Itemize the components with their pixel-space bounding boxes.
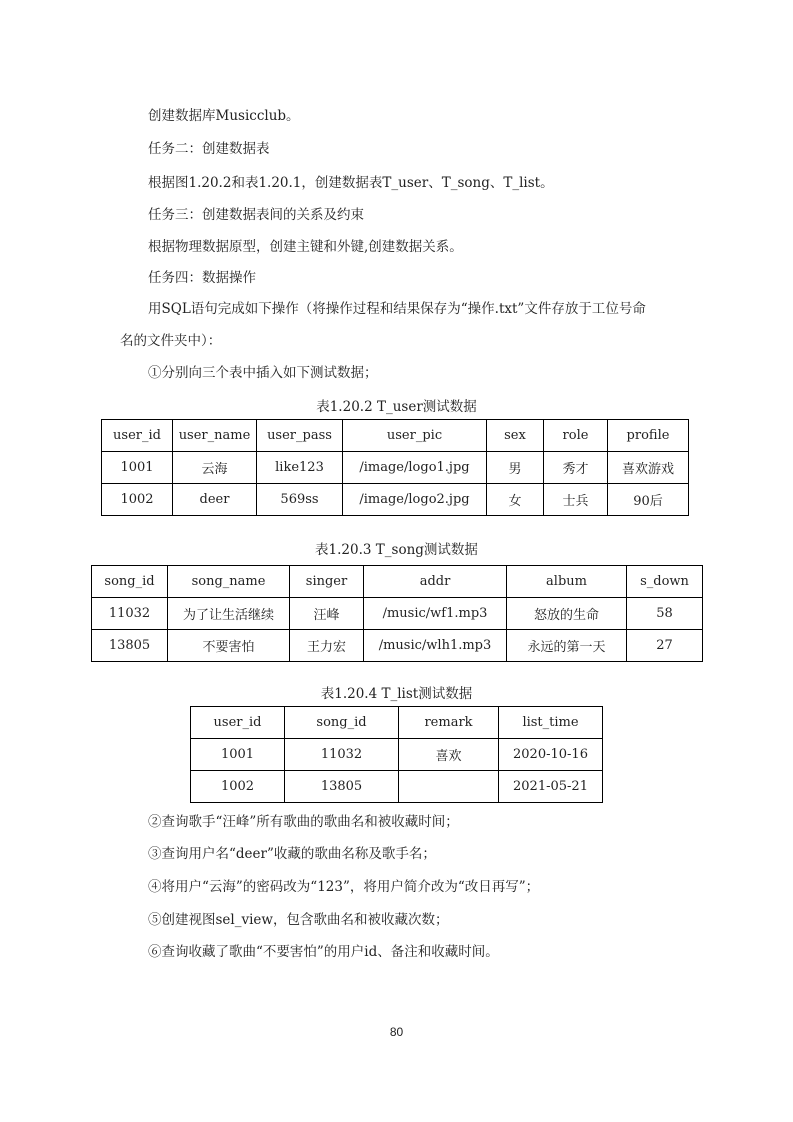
page-number: 80	[389, 1025, 404, 1039]
table-cell: 汪峰	[290, 598, 364, 630]
column-header: user_pass	[257, 420, 343, 452]
task-item-6: ⑥查询收藏了歌曲“不要害怕”的用户id、备注和收藏时间。	[148, 944, 499, 960]
table-row	[92, 630, 703, 662]
table-t-song	[91, 565, 703, 662]
column-header: song_id	[92, 566, 168, 598]
table-cell: 喜欢	[399, 739, 499, 771]
column-header: singer	[290, 566, 364, 598]
paragraph-create-tables: 根据图1.20.2和表1.20.1，创建数据表T_user、T_song、T_list。	[148, 175, 554, 191]
table-cell: 为了让生活继续	[168, 598, 290, 630]
table-cell: 58	[627, 598, 703, 630]
table-cell	[399, 771, 499, 803]
column-header: song_id	[285, 707, 399, 739]
table-cell: 569ss	[257, 484, 343, 516]
table-cell: 秀才	[544, 452, 608, 484]
paragraph-sql-instructions-cont: 名的文件夹中）：	[120, 333, 222, 349]
task-item-4: ④将用户“云海”的密码改为“123”，将用户简介改为“改日再写”；	[148, 879, 540, 895]
column-header: user_name	[173, 420, 257, 452]
heading-task-two: 任务二：创建数据表	[148, 141, 270, 157]
table-cell: 2020-10-16	[499, 739, 603, 771]
table-row	[102, 452, 689, 484]
table-cell: 27	[627, 630, 703, 662]
column-header: profile	[608, 420, 689, 452]
column-header: user_id	[102, 420, 173, 452]
table-row	[191, 739, 603, 771]
task-item-3: ③查询用户名“deer”收藏的歌曲名称及歌手名；	[148, 846, 436, 862]
table-caption-user: 表1.20.2 T_user测试数据	[316, 399, 477, 415]
column-header: user_id	[191, 707, 285, 739]
table-cell: 1002	[102, 484, 173, 516]
table-cell: 90后	[608, 484, 689, 516]
table-header-row	[102, 420, 689, 452]
table-cell: 怒放的生命	[507, 598, 627, 630]
column-header: song_name	[168, 566, 290, 598]
column-header: sex	[487, 420, 544, 452]
table-cell: 1002	[191, 771, 285, 803]
column-header: role	[544, 420, 608, 452]
task-item-1: ①分别向三个表中插入如下测试数据；	[148, 365, 378, 381]
table-cell: 士兵	[544, 484, 608, 516]
table-row	[191, 771, 603, 803]
paragraph-create-database: 创建数据库Musicclub。	[148, 108, 300, 124]
table-cell: 1001	[191, 739, 285, 771]
column-header: user_pic	[343, 420, 487, 452]
table-cell: /image/logo1.jpg	[343, 452, 487, 484]
table-cell: 2021-05-21	[499, 771, 603, 803]
table-cell: 永远的第一天	[507, 630, 627, 662]
heading-task-three: 任务三：创建数据表间的关系及约束	[148, 207, 364, 223]
table-t-user	[101, 419, 689, 516]
table-cell: /music/wlh1.mp3	[364, 630, 507, 662]
table-caption-song: 表1.20.3 T_song测试数据	[315, 542, 478, 558]
column-header: album	[507, 566, 627, 598]
table-header-row	[191, 707, 603, 739]
table-cell: 女	[487, 484, 544, 516]
table-cell: 不要害怕	[168, 630, 290, 662]
column-header: s_down	[627, 566, 703, 598]
task-item-2: ②查询歌手“汪峰”所有歌曲的歌曲名和被收藏时间；	[148, 814, 459, 830]
heading-task-four: 任务四：数据操作	[148, 270, 256, 286]
column-header: addr	[364, 566, 507, 598]
task-item-5: ⑤创建视图sel_view，包含歌曲名和被收藏次数；	[148, 912, 449, 928]
table-cell: 云海	[173, 452, 257, 484]
table-cell: like123	[257, 452, 343, 484]
table-cell: /image/logo2.jpg	[343, 484, 487, 516]
table-cell: 王力宏	[290, 630, 364, 662]
table-cell: 男	[487, 452, 544, 484]
paragraph-create-relations: 根据物理数据原型，创建主键和外键,创建数据关系。	[148, 239, 463, 255]
table-cell: 13805	[285, 771, 399, 803]
table-cell: /music/wf1.mp3	[364, 598, 507, 630]
table-cell: 11032	[285, 739, 399, 771]
table-cell: deer	[173, 484, 257, 516]
table-cell: 13805	[92, 630, 168, 662]
column-header: remark	[399, 707, 499, 739]
paragraph-sql-instructions: 用SQL语句完成如下操作（将操作过程和结果保存为“操作.txt”文件存放于工位号命	[148, 301, 646, 317]
column-header: list_time	[499, 707, 603, 739]
table-row	[92, 598, 703, 630]
table-t-list	[190, 706, 603, 803]
table-caption-list: 表1.20.4 T_list测试数据	[320, 686, 473, 702]
table-cell: 1001	[102, 452, 173, 484]
table-cell: 喜欢游戏	[608, 452, 689, 484]
table-header-row	[92, 566, 703, 598]
table-cell: 11032	[92, 598, 168, 630]
table-row	[102, 484, 689, 516]
